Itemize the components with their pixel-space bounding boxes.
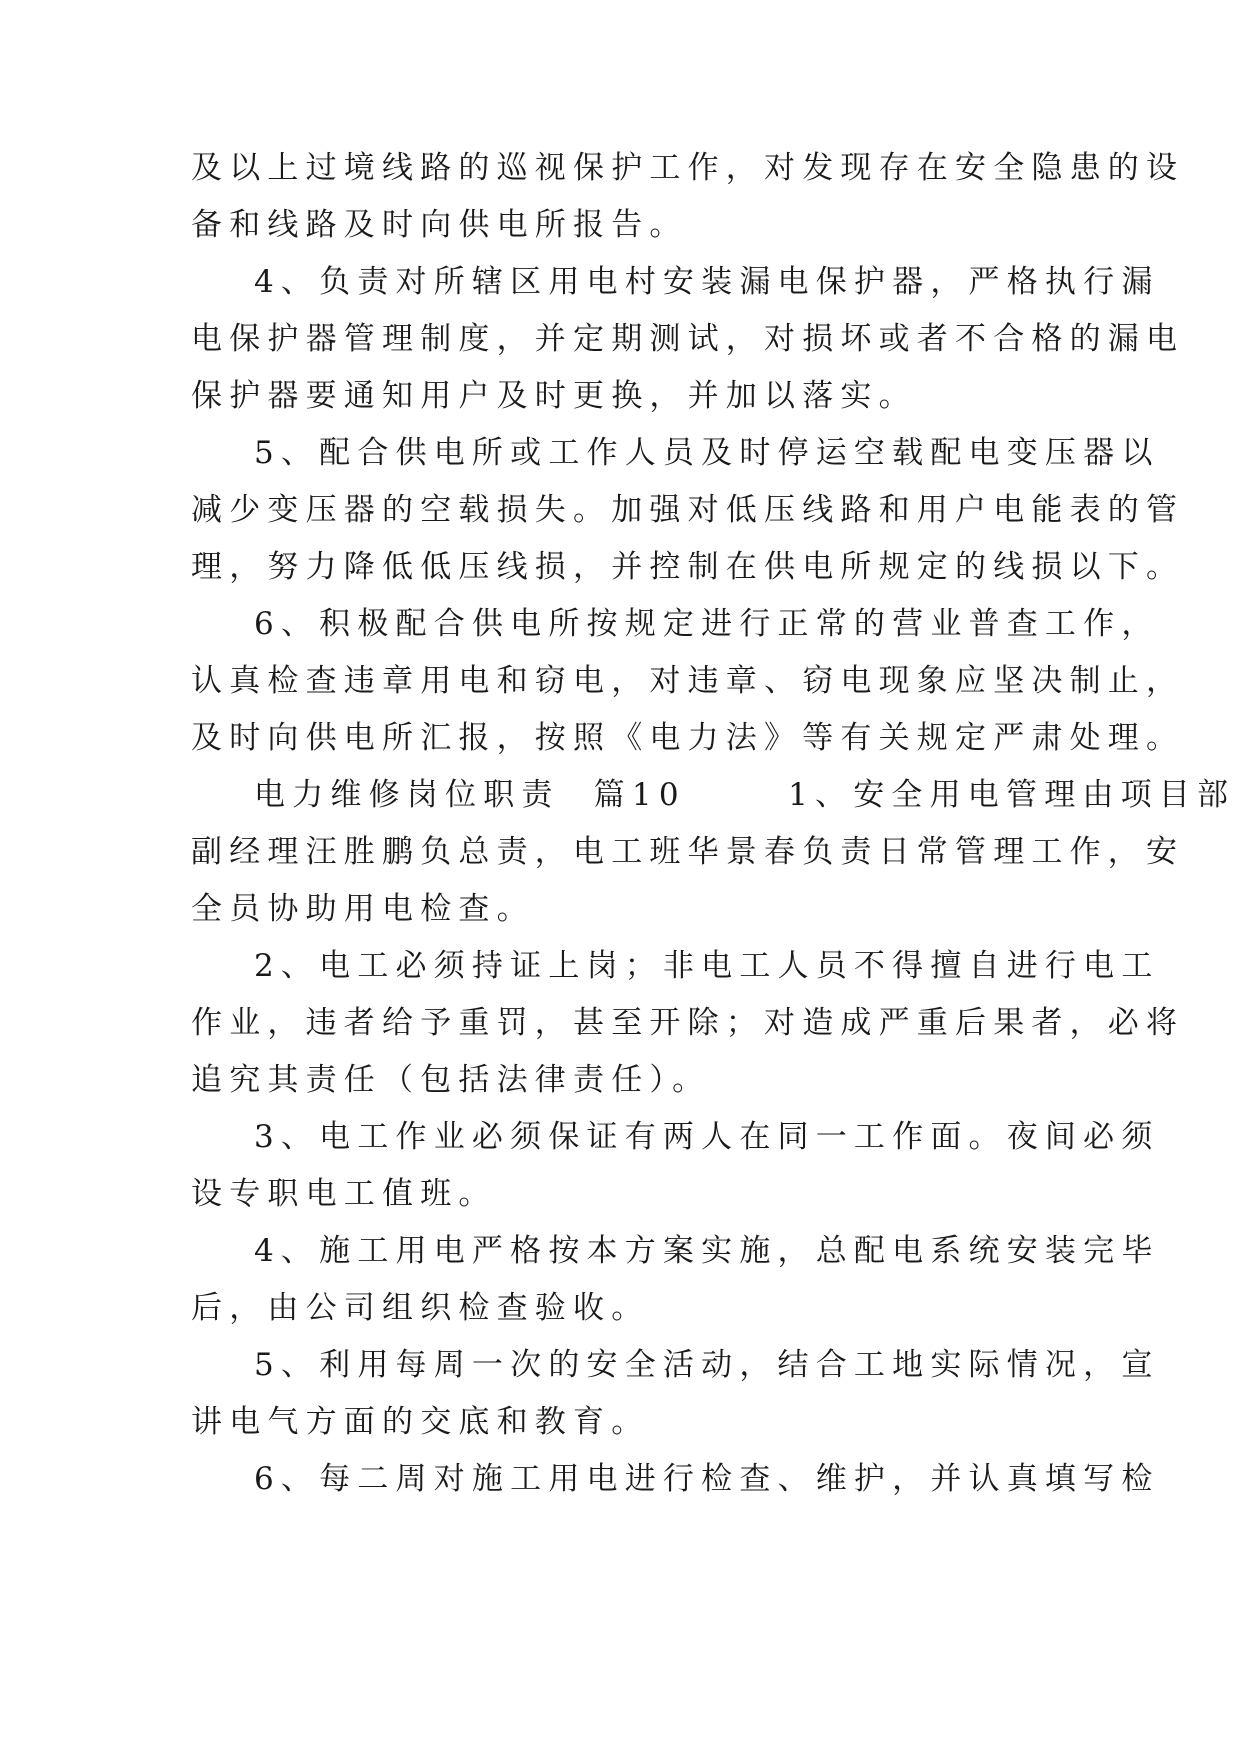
text-line: 及时向供电所汇报，按照《电力法》等有关规定严肃处理。 xyxy=(191,720,1185,756)
text-line: 备和线路及时向供电所报告。 xyxy=(191,207,688,243)
text-line: 4、施工用电严格按本方案实施，总配电系统安装完毕 xyxy=(254,1233,1160,1269)
section-heading-line: 电力维修岗位职责 篇10 1、安全用电管理由项目部 xyxy=(254,777,1236,813)
text-line: 追究其责任（包括法律责任）。 xyxy=(191,1062,711,1098)
text-line: 副经理汪胜鹏负总责，电工班华景春负责日常管理工作，安 xyxy=(191,834,1185,870)
text-line: 全员协助用电检查。 xyxy=(191,891,535,927)
text-line: 后，由公司组织检查验收。 xyxy=(191,1290,650,1326)
text-line: 作业，违者给予重罚，甚至开除；对造成严重后果者，必将 xyxy=(191,1005,1185,1041)
text-line: 讲电气方面的交底和教育。 xyxy=(191,1404,650,1440)
text-line: 电保护器管理制度，并定期测试，对损坏或者不合格的漏电 xyxy=(191,321,1185,357)
text-line: 理，努力降低低压线损，并控制在供电所规定的线损以下。 xyxy=(191,549,1185,585)
text-line: 5、配合供电所或工作人员及时停运空载配电变压器以 xyxy=(254,435,1160,471)
text-line: 6、每二周对施工用电进行检查、维护，并认真填写检 xyxy=(254,1461,1160,1497)
text-line: 6、积极配合供电所按规定进行正常的营业普查工作， xyxy=(254,606,1160,642)
text-line: 4、负责对所辖区用电村安装漏电保护器，严格执行漏 xyxy=(254,264,1160,300)
text-line: 减少变压器的空载损失。加强对低压线路和用户电能表的管 xyxy=(191,492,1185,528)
text-line: 认真检查违章用电和窃电，对违章、窃电现象应坚决制止， xyxy=(191,663,1185,699)
text-line: 设专职电工值班。 xyxy=(191,1176,497,1212)
text-line: 2、电工必须持证上岗；非电工人员不得擅自进行电工 xyxy=(254,948,1160,984)
text-line: 保护器要通知用户及时更换，并加以落实。 xyxy=(191,378,917,414)
text-line: 5、利用每周一次的安全活动，结合工地实际情况，宣 xyxy=(254,1347,1160,1383)
text-line: 3、电工作业必须保证有两人在同一工作面。夜间必须 xyxy=(254,1119,1160,1155)
text-line: 及以上过境线路的巡视保护工作，对发现存在安全隐患的设 xyxy=(191,150,1185,186)
